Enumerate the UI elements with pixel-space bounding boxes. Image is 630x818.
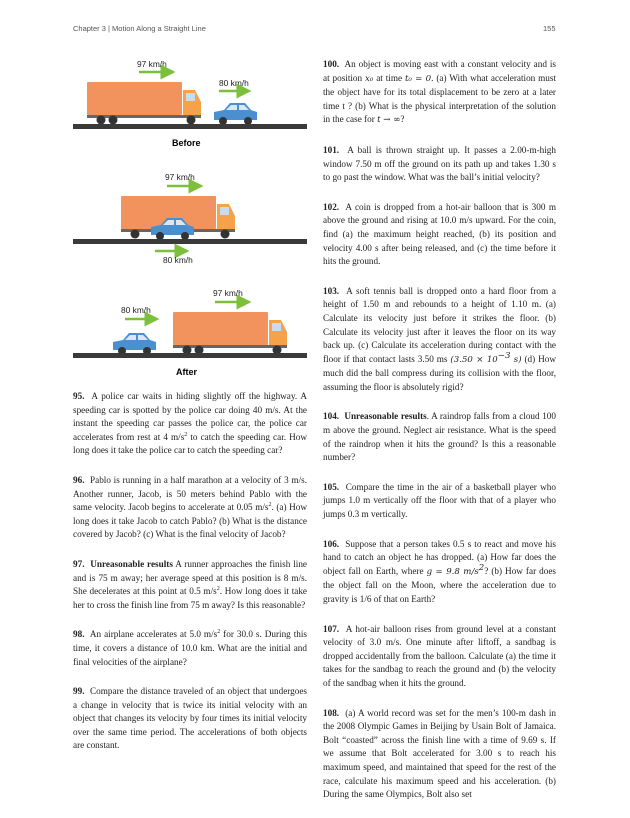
problem-108: 108. (a) A world record was set for the men’s 100-m dash in the 2008 Olympic Games in Beijing by Usain Bolt of Jamaica. Bolt “coasted” across the finish line with a time of 9.69 s. If we assume that Bolt accelerated for 3.00 s to reach his maximum speed, and maintained that speed for the rest of the race, calculate his maximum speed and his acceleration. (b) During the same Olympics, Bolt also set — [323, 707, 556, 800]
problem-106: 106. Suppose that a person takes 0.5 s to react and move his hand to catch an object he has dropped. (a) How far does the object fall on Earth, where g = 9.8 $m/s^2$? (b) How far does the object fall on the Moon, where the acceleration due to gravity is 1/6 of that on Earth? — [323, 538, 556, 604]
problem-107: 107. A hot-air balloon rises from ground level at a constant velocity of 3.0 m/s. One minute after liftoff, a sandbag is dropped accidentally from the balloon. Calculate (a) the time it takes for the sandbag to reach the ground and (b) the velocity of the sandbag when it hits the ground. — [323, 623, 556, 688]
truck-speed-label: 97 km/h — [165, 172, 195, 182]
after-caption: After — [176, 367, 198, 377]
page-number: 155 — [543, 24, 556, 33]
car — [214, 103, 257, 125]
problem-97: 97. Unreasonable results A runner approaches the finish line and is 75 m away; her average speed at this position is 8 m/s. She decelerates at this point at 0.5 $m/s^2$. How long does it take her to cross the finish line from 75 m away? Is this reasonable? — [73, 558, 307, 610]
running-header-chapter: Chapter 3 | Motion Along a Straight Line — [73, 24, 206, 33]
car — [113, 333, 156, 355]
scene-before — [73, 59, 307, 148]
problem-100: 100. An object is moving east with a constant velocity and is at position x₀ at time t₀ = 0. (a) With what acceleration must the object have for its total displacement to be zero at a later time t ? (b) What is the physical interpretation of the solution in the case for t → ∞? — [323, 59, 557, 126]
car-speed-label: 80 km/h — [121, 305, 151, 315]
road — [73, 239, 307, 244]
problem-104: 104. Unreasonable results. A raindrop falls from a cloud 100 m above the ground. Neglect air resistance. What is the speed of the raindrop when it hits the ground? Is this a reasonable number? — [323, 411, 556, 463]
left-column — [73, 390, 307, 769]
right-column — [323, 58, 556, 818]
problem-105: 105. Compare the time in the air of a basketball player who jumps 1.0 m vertically off the floor with that of a player who jumps 0.3 m vertically. — [323, 481, 556, 520]
problem-102: 102. A coin is dropped from a hot-air balloon that is 300 m above the ground and rising at 10.0 m/s upward. For the coin, find (a) the maximum height reached, (b) its position and velocity 4.00 s after being released, and (c) the time before it hits the ground. — [323, 201, 556, 267]
road — [73, 124, 307, 129]
scene-after — [73, 288, 307, 377]
scene-passing — [73, 172, 307, 265]
problem-101: 101. A ball is thrown straight up. It passes a 2.00-m-high window 7.50 m off the ground on its path up and takes 1.30 s to go past the window. What was the ball’s initial velocity? — [323, 144, 556, 183]
truck-speed-label: 97 km/h — [137, 59, 167, 69]
problem-99: 99. Compare the distance traveled of an object that undergoes a change in velocity that is twice its initial velocity with an object that changes its velocity by four times its initial velocity over the same time period. The accelerations of both objects are constant. — [73, 686, 308, 751]
truck — [87, 82, 201, 125]
truck — [173, 312, 287, 355]
car-speed-label: 80 km/h — [163, 255, 193, 265]
before-caption: Before — [172, 138, 201, 148]
truck-speed-label: 97 km/h — [213, 288, 243, 298]
traffic-figure — [73, 50, 307, 380]
problem-96: 96. Pablo is running in a half marathon at a velocity of 3 m/s. Another runner, Jacob, is 50 meters behind Pablo with the same velocity. Jacob begins to accelerate at 0.05 $m/s^2$. (a) How long does it take Jacob to catch Pablo? (b) What is the distance covered by Jacob? (c) What is the final velocity of Jacob? — [73, 474, 308, 540]
car-speed-label: 80 km/h — [219, 78, 249, 88]
problem-98: 98. An airplane accelerates at 5.0 $m/s^2$ for 30.0 s. During this time, it covers a distance of 10.0 km. What are the initial and final velocities of the airplane? — [73, 629, 307, 667]
road — [73, 353, 307, 358]
problem-95: 95. A police car waits in hiding slightly off the highway. A speeding car is spotted by the police car doing 40 m/s. At the instant the speeding car passes the police car, the police car accelerates from rest at 4 $m/s^2$ to catch the speeding car. How long does it take the police car to catch the speeding car? — [73, 391, 307, 456]
problem-103: 103. A soft tennis ball is dropped onto a hard floor from a height of 1.50 m and rebounds to a height of 1.10 m. (a) Calculate its velocity just before it strikes the floor. (b) Calculate its velocity just after it leaves the floor on its way back up. (c) Calculate its acceleration during contact with the floor if that contact lasts 3.50 ms ($3.50 \times 10^{-3}$ s) (d) How much did the ball compress during its collision with the floor, assuming the floor is absolutely rigid? — [323, 285, 556, 392]
